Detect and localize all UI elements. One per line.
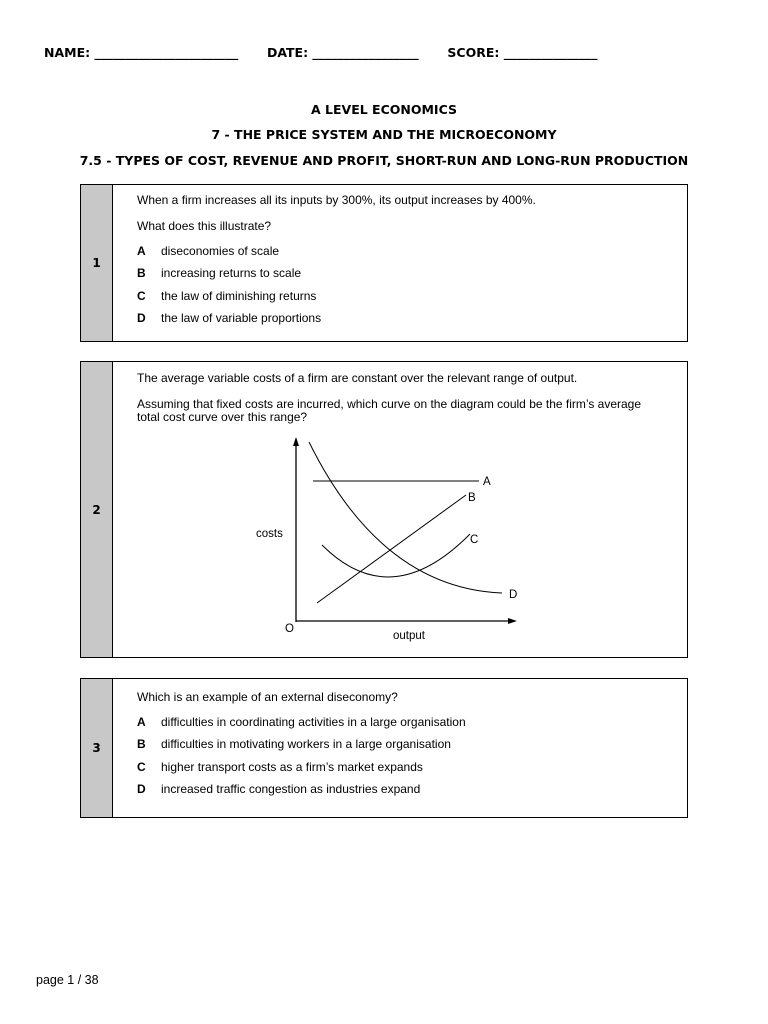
question-number: 1 [81,185,113,341]
question-2-box [80,361,688,658]
option-letter: B [137,737,146,751]
question-prompt-line-2: total cost curve over this range? [137,410,308,424]
option-letter: A [137,715,146,729]
option-c[interactable] [137,760,423,774]
curve-b [317,495,466,603]
y-axis-label: costs [256,528,283,540]
option-text: the law of variable proportions [161,311,322,325]
option-c[interactable] [137,289,316,303]
question-stem: Which is an example of an external diseconomy? [137,690,398,704]
option-letter: C [137,760,146,774]
option-text: increased traffic congestion as industries expand [161,782,421,796]
option-letter: D [137,311,146,325]
curve-c-label: C [470,534,479,546]
option-text: increasing returns to scale [161,266,302,280]
question-stem: When a firm increases all its inputs by 300%, its output increases by 400%. [137,193,536,207]
question-3-box [80,678,688,818]
x-axis-arrow-icon [508,618,517,624]
date-field-label[interactable]: DATE: _________________ [266,45,419,60]
student-info-header [44,45,597,60]
question-number: 2 [81,362,113,657]
unit-title: 7 - THE PRICE SYSTEM AND THE MICROECONOMY [211,127,557,142]
option-letter: C [137,289,146,303]
question-prompt-line-1: Assuming that fixed costs are incurred, which curve on the diagram could be the firm’s average [137,397,642,411]
page-indicator: page 1 / 38 [36,973,99,987]
option-letter: A [137,244,146,258]
option-a[interactable] [137,244,279,258]
option-text: difficulties in motivating workers in a large organisation [161,737,451,751]
option-text: diseconomies of scale [161,244,280,258]
option-text: difficulties in coordinating activities in a large organisation [161,715,466,729]
question-stem: The average variable costs of a firm are constant over the relevant range of output. [137,371,578,385]
subject-title: A LEVEL ECONOMICS [311,102,457,117]
curve-d [309,442,502,593]
name-field-label[interactable]: NAME: _______________________ [44,45,239,60]
option-letter: B [137,266,146,280]
question-number: 3 [81,679,113,817]
curve-d-label: D [509,589,518,601]
question-prompt: What does this illustrate? [137,219,272,233]
origin-label: O [285,623,294,635]
option-text: higher transport costs as a firm’s market expands [161,760,423,774]
option-a[interactable] [137,715,466,729]
option-letter: D [137,782,146,796]
curve-b-label: B [468,492,476,504]
curve-a-label: A [483,476,491,488]
score-field-label[interactable]: SCORE: _______________ [447,45,598,60]
option-text: the law of diminishing returns [161,289,317,303]
cost-curves-diagram [81,362,687,657]
question-1-box [80,184,688,342]
x-axis-label: output [393,630,425,642]
option-b[interactable] [137,737,451,751]
option-d[interactable] [137,782,420,796]
y-axis-arrow-icon [293,437,299,446]
option-d[interactable] [137,311,321,325]
option-b[interactable] [137,266,301,280]
topic-title: 7.5 - TYPES OF COST, REVENUE AND PROFIT, SHORT-RUN AND LONG-RUN PRODUCTION [79,153,689,168]
